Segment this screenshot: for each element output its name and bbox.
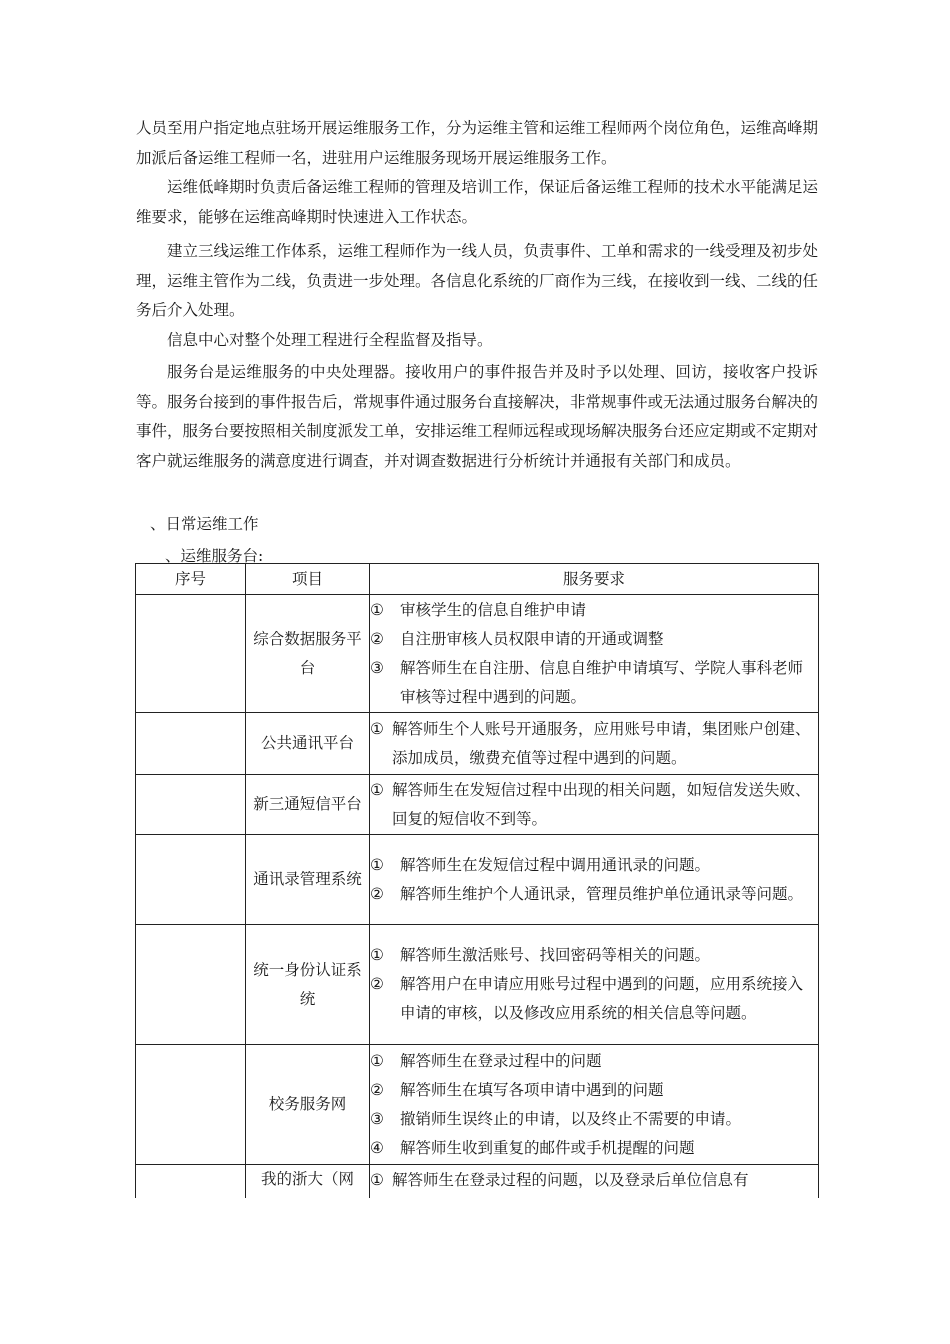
requirement-line (370, 625, 818, 654)
paragraph-5: 服务台是运维服务的中央处理器。接收用户的事件报告并及时予以处理、回访，接收客户投诉等。服务台接到的事件报告后，常规事件通过服务台直接解决，非常规事件或无法通过服务台解决的事件，服务台要按照相关制度派发工单，安排运维工程师远程或现场解决服务台还应定期或不定期对客户就运维服务的满意度进行调查，并对调查数据进行分析统计并通报有关部门和成员。 (136, 363, 819, 470)
requirement-number: ② (370, 1080, 384, 1099)
row-number-cell (136, 835, 246, 925)
table-row (136, 835, 819, 925)
requirement-line (370, 1134, 818, 1163)
header-item: 项目 (246, 564, 370, 595)
requirement-line (370, 941, 818, 970)
heading-service-desk: 、运维服务台: (165, 547, 264, 565)
requirement-line (370, 851, 818, 880)
table-header-row (136, 564, 819, 595)
item-cell: 公共通讯平台 (246, 713, 370, 775)
requirement-text: 解答用户在申请应用账号过程中遇到的问题，应用系统接入申请的审核，以及修改应用系统的相关信息等问题。 (400, 975, 804, 1022)
header-requirement: 服务要求 (370, 564, 819, 595)
requirement-text: 解答师生在登录过程的问题，以及登录后单位信息有 (392, 1171, 749, 1189)
requirement-text: 撤销师生误终止的申请，以及终止不需要的申请。 (400, 1109, 742, 1128)
table-row (136, 1045, 819, 1165)
requirement-text: 审核学生的信息自维护申请 (400, 600, 587, 619)
requirement-number: ① (370, 780, 384, 799)
requirement-text: 解答师生维护个人通讯录，管理员维护单位通讯录等问题。 (400, 884, 804, 903)
requirement-number: ④ (370, 1138, 384, 1157)
heading-daily-ops: 、日常运维工作 (150, 515, 259, 533)
requirement-cell (370, 835, 819, 925)
requirement-text: 解答师生在填写各项申请中遇到的问题 (400, 1080, 664, 1099)
requirement-line (370, 1047, 818, 1076)
service-requirements-table (135, 563, 819, 1198)
table-row (136, 713, 819, 775)
requirement-line (370, 596, 818, 625)
header-no: 序号 (136, 564, 246, 595)
requirement-number: ① (370, 600, 384, 619)
requirement-cell (370, 595, 819, 713)
requirement-text: 解答师生个人账号开通服务，应用账号申请，集团账户创建、添加成员，缴费充值等过程中遇到的问题。 (392, 719, 811, 767)
requirement-text: 解答师生在发短信过程中出现的相关问题，如短信发送失败、回复的短信收不到等。 (392, 780, 811, 828)
item-cell: 校务服务网 (246, 1045, 370, 1165)
item-cell: 通讯录管理系统 (246, 835, 370, 925)
requirement-cell (370, 1165, 819, 1198)
requirement-line (370, 1076, 818, 1105)
requirement-cell (370, 925, 819, 1045)
table-row (136, 1165, 819, 1198)
requirement-line (370, 715, 818, 773)
requirement-text: 自注册审核人员权限申请的开通或调整 (400, 629, 664, 648)
item-cell: 统一身份认证系统 (246, 925, 370, 1045)
requirement-number: ③ (370, 658, 384, 677)
requirement-text: 解答师生在登录过程中的问题 (400, 1051, 602, 1070)
requirement-cell (370, 775, 819, 835)
paragraph-4: 信息中心对整个处理工程进行全程监督及指导。 (167, 331, 493, 349)
requirement-number: ① (370, 855, 384, 874)
row-number-cell (136, 713, 246, 775)
requirement-line (370, 970, 818, 1028)
table-row (136, 925, 819, 1045)
table-row (136, 775, 819, 835)
row-number-cell (136, 1045, 246, 1165)
requirement-number: ① (370, 946, 384, 964)
requirement-text: 解答师生激活账号、找回密码等相关的问题。 (400, 946, 711, 964)
item-cell: 新三通短信平台 (246, 775, 370, 835)
requirement-number: ① (370, 719, 384, 738)
requirement-line (370, 776, 818, 834)
paragraph-2: 运维低峰期时负责后备运维工程师的管理及培训工作，保证后备运维工程师的技术水平能满足运维要求，能够在运维高峰期时快速进入工作状态。 (136, 178, 819, 226)
requirement-number: ② (370, 975, 384, 993)
row-number-cell (136, 925, 246, 1045)
table-row (136, 595, 819, 713)
requirement-number: ② (370, 629, 384, 648)
requirement-line (370, 654, 818, 712)
item-cell: 我的浙大（网 (246, 1165, 370, 1198)
paragraph-1: 人员至用户指定地点驻场开展运维服务工作，分为运维主管和运维工程师两个岗位角色，运维高峰期加派后备运维工程师一名，进驻用户运维服务现场开展运维服务工作。 (136, 119, 819, 167)
requirement-text: 解答师生在发短信过程中调用通讯录的问题。 (400, 855, 711, 874)
requirement-cell (370, 1045, 819, 1165)
row-number-cell (136, 595, 246, 713)
requirement-line (370, 1105, 818, 1134)
requirement-text: 解答师生收到重复的邮件或手机提醒的问题 (400, 1138, 695, 1157)
item-cell: 综合数据服务平台 (246, 595, 370, 713)
paragraph-3: 建立三线运维工作体系，运维工程师作为一线人员，负责事件、工单和需求的一线受理及初步处理，运维主管作为二线，负责进一步处理。各信息化系统的厂商作为三线，在接收到一线、二线的任务后介入处理。 (136, 242, 819, 319)
requirement-number: ① (370, 1171, 384, 1189)
requirement-number: ① (370, 1051, 384, 1070)
requirement-line (370, 1166, 818, 1195)
requirement-cell (370, 713, 819, 775)
row-number-cell (136, 775, 246, 835)
requirement-line (370, 880, 818, 909)
requirement-number: ③ (370, 1109, 384, 1128)
row-number-cell (136, 1165, 246, 1198)
requirement-number: ② (370, 884, 384, 903)
requirement-text: 解答师生在自注册、信息自维护申请填写、学院人事科老师审核等过程中遇到的问题。 (400, 658, 804, 706)
